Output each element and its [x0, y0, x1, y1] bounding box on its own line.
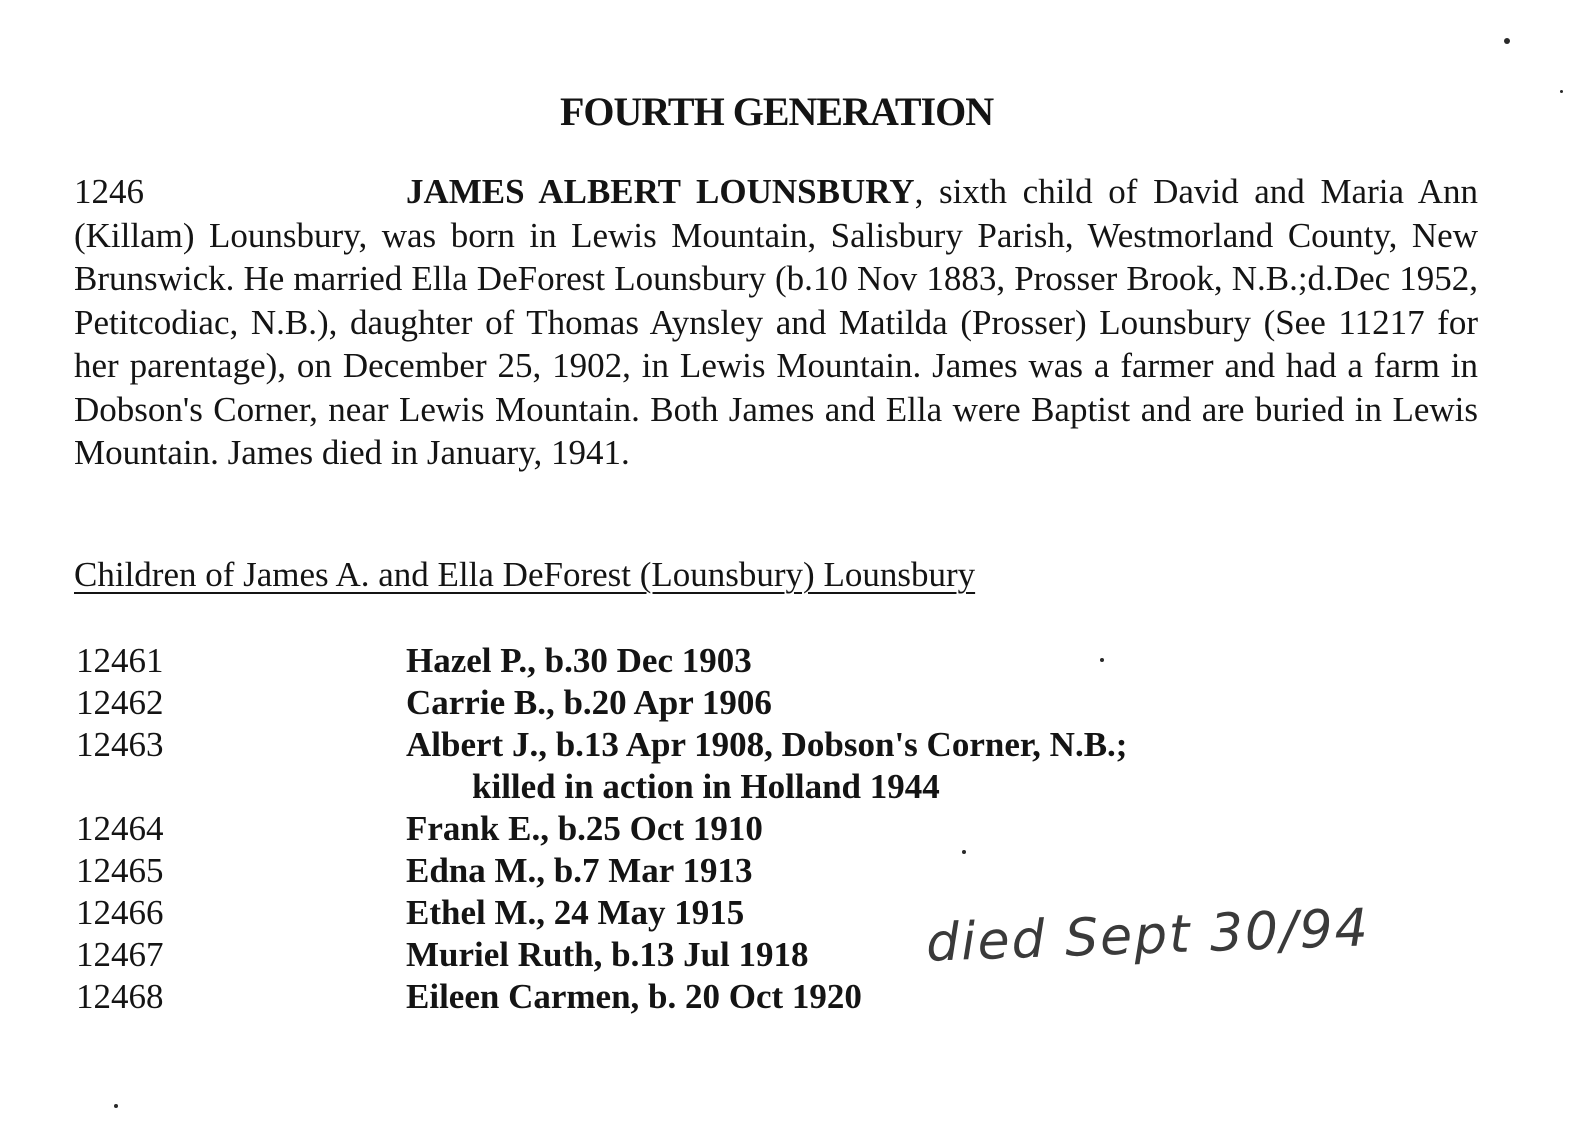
- child-id: 12462: [76, 683, 164, 722]
- child-text: Eileen Carmen, b. 20 Oct 1920: [406, 977, 862, 1016]
- child-text: Frank E., b.25 Oct 1910: [406, 809, 763, 848]
- child-row: [76, 640, 1376, 682]
- child-row: [76, 808, 1376, 850]
- child-row: [76, 976, 1376, 1018]
- handwritten-note: died Sept 30/94: [925, 898, 1371, 974]
- scan-speck: [1560, 90, 1563, 93]
- person-entry: [74, 170, 1478, 475]
- child-id: 12461: [76, 641, 164, 680]
- child-id: 12464: [76, 809, 164, 848]
- child-text: Carrie B., b.20 Apr 1906: [406, 683, 772, 722]
- child-id: 12465: [76, 851, 164, 890]
- child-id: 12467: [76, 935, 164, 974]
- child-id: 12463: [76, 725, 164, 764]
- child-text: Albert J., b.13 Apr 1908, Dobson's Corner, N.B.;: [406, 725, 1128, 764]
- child-row: [76, 850, 1376, 892]
- child-text-continuation: killed in action in Holland 1944: [472, 767, 940, 806]
- entry-paragraph: [74, 170, 1478, 475]
- entry-text: , sixth child of David and Maria Ann (Killam) Lounsbury, was born in Lewis Mountain, Salisbury Parish, Westmorland County, New Brunswick. He married Ella DeForest Lounsbury (b.10 Nov 1883, Prosser Brook, N.B.;d.Dec 1952, Petitcodiac, N.B.), daughter of Thomas Aynsley and Matilda (Prosser) Lounsbury (See 11217 for her parentage), on December 25, 1902, in Lewis Mountain. James was a farmer and had a farm in Dobson's Corner, near Lewis Mountain. Both James and Ella were Baptist and are buried in Lewis Mountain. James died in January, 1941.: [74, 172, 1478, 472]
- child-id: 12468: [76, 977, 164, 1016]
- child-id: 12466: [76, 893, 164, 932]
- children-heading: Children of James A. and Ella DeForest (Lounsbury) Lounsbury: [74, 555, 976, 594]
- child-text: Edna M., b.7 Mar 1913: [406, 851, 753, 890]
- child-text: Muriel Ruth, b.13 Jul 1918: [406, 935, 809, 974]
- scan-speck: [114, 1104, 118, 1108]
- child-row: [76, 724, 1376, 808]
- child-text: Hazel P., b.30 Dec 1903: [406, 641, 752, 680]
- child-text: Ethel M., 24 May 1915: [406, 893, 745, 932]
- entry-id: 1246: [74, 172, 144, 211]
- child-row: [76, 682, 1376, 724]
- entry-name: JAMES ALBERT LOUNSBURY: [406, 172, 915, 211]
- scan-speck: [962, 850, 966, 854]
- scan-speck: [1504, 38, 1510, 44]
- scan-speck: [1100, 658, 1104, 662]
- generation-heading: FOURTH GENERATION: [560, 89, 994, 134]
